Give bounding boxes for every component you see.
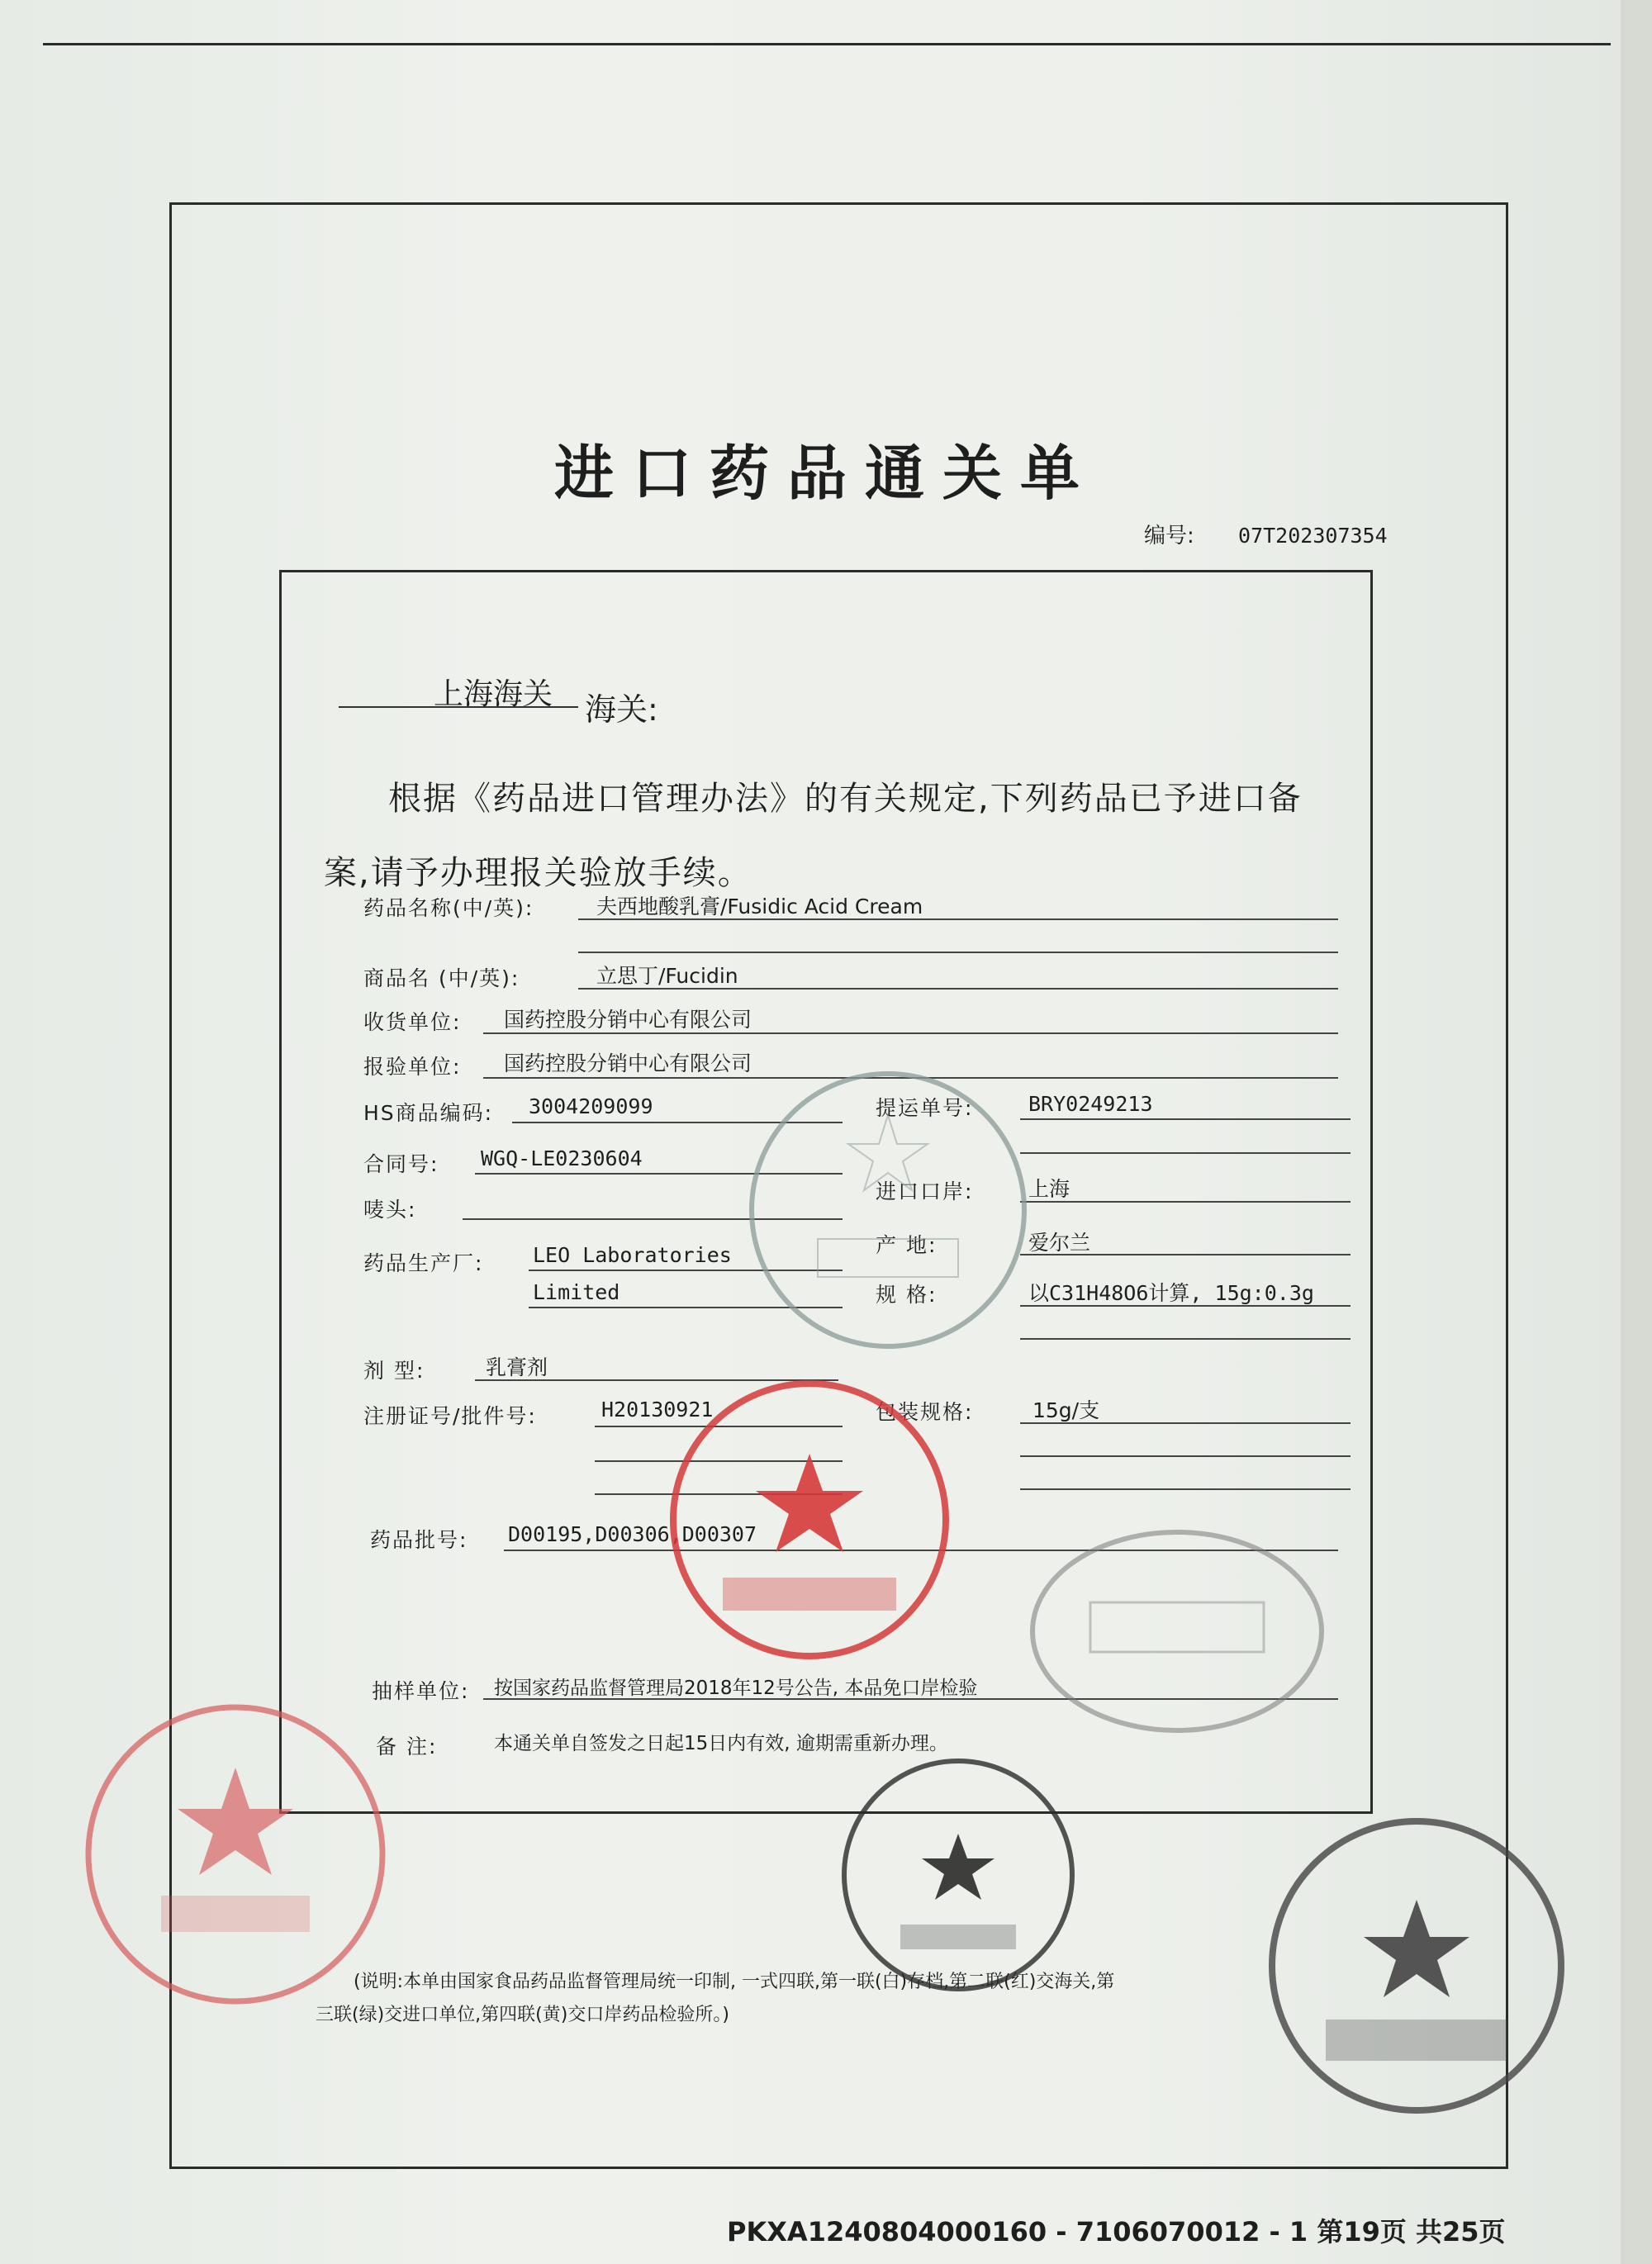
top-rule (43, 43, 1611, 45)
spec-underline (1020, 1305, 1351, 1307)
batch-label: 药品批号: (370, 1528, 468, 1552)
scan-edge (1621, 0, 1652, 2264)
dosage-form-value: 乳膏剂 (486, 1355, 548, 1379)
package-underline-3 (1020, 1488, 1351, 1490)
declarant-value: 国药控股分销中心有限公司 (504, 1051, 752, 1075)
package-underline (1020, 1422, 1351, 1424)
dosage-form-label: 剂 型: (363, 1359, 425, 1383)
hs-code-label: HS商品编码: (363, 1101, 494, 1125)
entry-port-label: 进口口岸: (876, 1179, 974, 1203)
consignee-label: 收货单位: (363, 1010, 462, 1034)
document-number (1144, 519, 1388, 549)
drug-name-underline (578, 918, 1338, 920)
batch-value: D00195,D00306,D00307 (508, 1522, 757, 1546)
paragraph-line-1: 根据《药品进口管理办法》的有关规定,下列药品已予进口备 (388, 780, 1303, 818)
spec-label: 规 格: (876, 1283, 938, 1307)
contract-label: 合同号: (363, 1152, 439, 1176)
document-number-value: 07T202307354 (1238, 524, 1388, 548)
manufacturer-label: 药品生产厂: (363, 1251, 484, 1275)
waybill-underline-2 (1020, 1152, 1351, 1154)
package-value: 15g/支 (1032, 1398, 1100, 1422)
sampling-value: 按国家药品监督管理局2018年12号公告, 本品免口岸检验 (494, 1678, 978, 1699)
manufacturer-value-1: LEO Laboratories (533, 1243, 732, 1267)
trade-name-underline (578, 988, 1338, 990)
remarks-label: 备 注: (376, 1735, 438, 1759)
trade-name-label: 商品名 (中/英): (363, 966, 520, 990)
document-number-label: 编号: (1144, 524, 1194, 548)
manufacturer-value-2: Limited (533, 1280, 620, 1304)
red-left-stamp (78, 1697, 392, 2011)
origin-value: 爱尔兰 (1028, 1231, 1091, 1255)
registration-value: H20130921 (601, 1398, 714, 1422)
drug-name-label: 药品名称(中/英): (363, 896, 534, 920)
footnote-line-1: (说明:本单由国家食品药品监督管理局统一印制, 一式四联,第一联(白)存档,第二联(红)交海关,第 (354, 1972, 1115, 1992)
declarant-label: 报验单位: (363, 1055, 462, 1079)
consignee-value: 国药控股分销中心有限公司 (504, 1008, 752, 1032)
sampling-label: 抽样单位: (372, 1679, 470, 1703)
trade-name-value: 立思丁/Fucidin (596, 964, 738, 988)
black-right-stamp (1260, 1809, 1574, 2123)
contract-value: WGQ-LE0230604 (481, 1146, 643, 1170)
remarks-value: 本通关单自签发之日起15日内有效, 逾期需重新办理。 (494, 1733, 948, 1754)
waybill-label: 提运单号: (876, 1096, 974, 1120)
hs-code-value: 3004209099 (529, 1094, 653, 1118)
entry-port-underline (1020, 1201, 1351, 1203)
waybill-underline (1020, 1118, 1351, 1120)
black-fda-stamp (834, 1751, 1082, 1999)
registration-label: 注册证号/批件号: (363, 1404, 537, 1428)
customs-suffix: 海关: (585, 691, 658, 728)
package-label: 包装规格: (876, 1400, 974, 1424)
document-title: 进口药品通关单 (553, 439, 1098, 508)
drug-name-underline-2 (578, 952, 1338, 953)
footnote-line-2: 三联(绿)交进口单位,第四联(黄)交口岸药品检验所。) (316, 2005, 729, 2025)
faint-oval-stamp (1024, 1524, 1330, 1739)
red-quality-stamp (665, 1375, 954, 1664)
page-footer: PKXA1240804000160 - 7106070012 - 1 第19页 共25页 (727, 2216, 1506, 2247)
customs-name: 上海海关 (434, 677, 553, 711)
consignee-underline (483, 1032, 1338, 1034)
waybill-value: BRY0249213 (1028, 1092, 1153, 1116)
origin-underline (1020, 1254, 1351, 1255)
spec-underline-2 (1020, 1338, 1351, 1340)
gray-company-stamp (743, 1066, 1032, 1355)
drug-name-value: 夫西地酸乳膏/Fusidic Acid Cream (596, 895, 923, 918)
package-underline-2 (1020, 1455, 1351, 1457)
mark-label: 唛头: (363, 1198, 417, 1222)
entry-port-value: 上海 (1028, 1177, 1070, 1201)
spec-value: 以C31H48O6计算, 15g:0.3g (1028, 1281, 1314, 1305)
origin-label: 产 地: (876, 1233, 938, 1257)
paragraph-line-2: 案,请予办理报关验放手续。 (324, 854, 752, 892)
